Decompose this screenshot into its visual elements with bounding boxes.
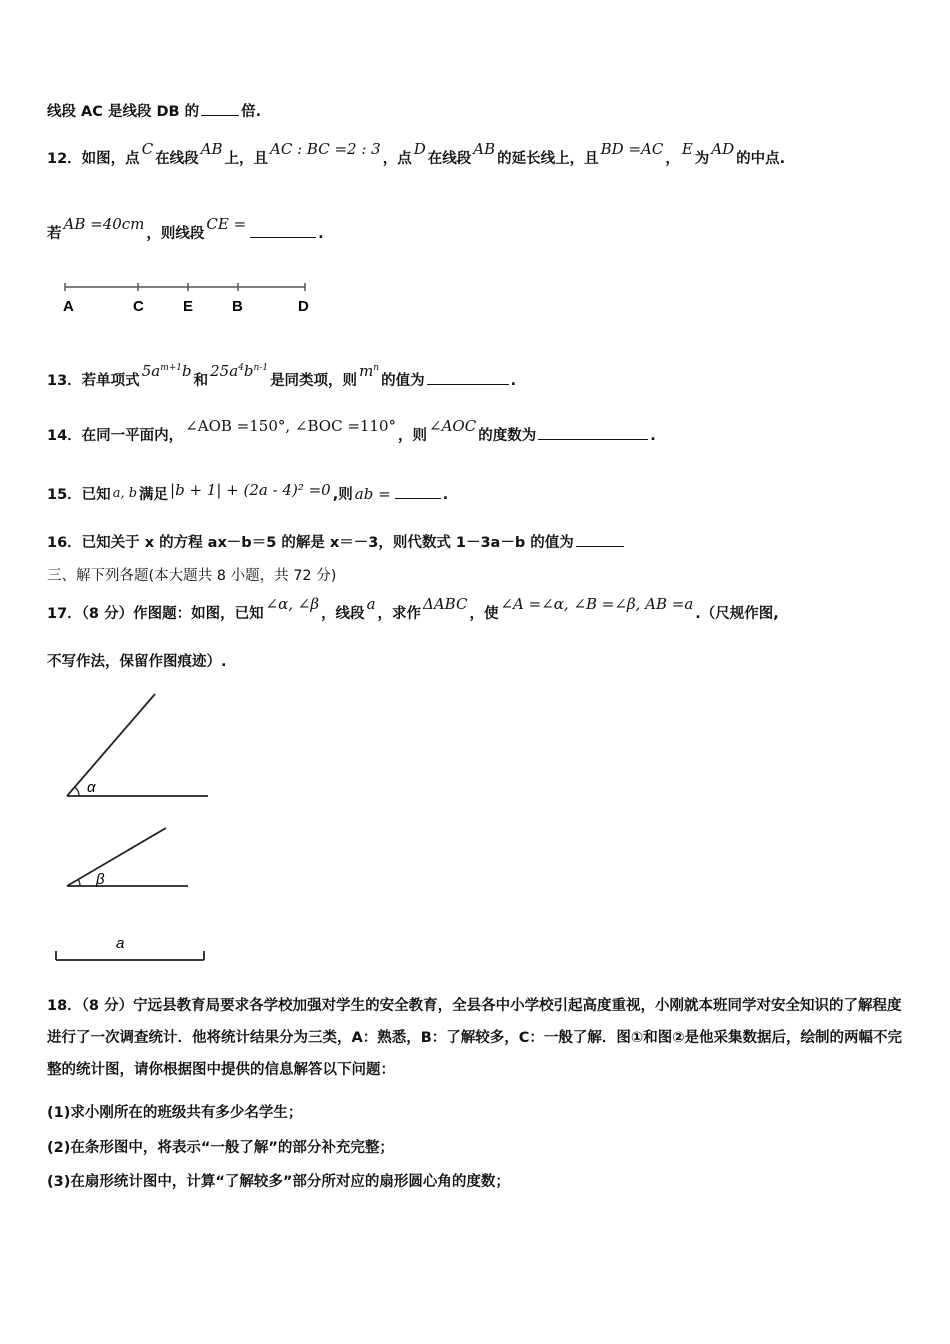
point-label-b: B: [232, 298, 243, 315]
monomial-2: $25a^4b^{n-1}$: [210, 362, 269, 380]
point-label-e: E: [183, 298, 194, 315]
q13-text: 的值为: [381, 373, 425, 389]
q13-text: 是同类项，则: [270, 373, 358, 389]
segment-figure-12: [55, 278, 335, 318]
question-16: [47, 532, 626, 553]
question-13: [47, 362, 517, 391]
math-angle-aoc: ∠AOC: [429, 417, 477, 435]
q15-end: .: [442, 487, 449, 503]
q14-text: ，则: [398, 428, 428, 444]
q12-text: 为: [694, 151, 710, 167]
math-triangle: ΔABC: [423, 595, 468, 613]
q17-text: ，求作: [377, 606, 422, 622]
beta-label: β: [96, 871, 105, 888]
section-heading: 三、解下列各题(本大题共 8 小题，共 72 分): [47, 568, 337, 584]
q11-tail: [47, 101, 261, 122]
q13-text: 和: [193, 373, 209, 389]
q12-text: 在线段: [155, 151, 199, 167]
q11-text: 线段 AC 是线段 DB 的: [47, 104, 200, 120]
q17-text: .（尺规作图,: [695, 606, 779, 622]
q17-text: ，线段: [321, 606, 365, 622]
math-ab-40cm: AB =40cm: [63, 215, 145, 233]
q12-text: 的延长线上，且: [497, 151, 599, 167]
q12-number: 12．如图，点: [47, 151, 140, 167]
q18-subquestion-1: (1)求小刚所在的班级共有多少名学生；: [47, 1105, 303, 1121]
question-18: 18．（8 分）宁远县教育局要求各学校加强对学生的安全教育，全县各中小学校引起高度重视，小刚就本班同学对安全知识的了解程度进行了一次调查统计．他将统计结果分为三类，A：熟悉，B：了解较多，C：一般了解．图①和图②是他采集数据后，绘制的两幅不完整的统计图，请你根据图中提供的信息解答以下问题：: [47, 998, 902, 1078]
q18-subquestion-3: (3)在扇形统计图中，计算“了解较多”部分所对应的扇形圆心角的度数；: [47, 1174, 510, 1190]
math-ad: AD: [711, 140, 735, 158]
segment-a-figure: [48, 930, 218, 970]
math-ce: CE =: [206, 215, 247, 233]
math-a: a: [366, 595, 376, 613]
q13-end: .: [510, 373, 517, 389]
q15-text: 15．已知: [47, 487, 111, 503]
q18-subquestion-2: (2)在条形图中，将表示“一般了解”的部分补充完整；: [47, 1140, 394, 1156]
math-d: D: [413, 140, 426, 158]
answer-blank[interactable]: [427, 370, 509, 385]
q15-text: ,则: [332, 487, 353, 503]
question-12-line2: [47, 215, 324, 244]
question-12: [47, 140, 786, 169]
answer-blank[interactable]: [576, 532, 624, 547]
question-17: [47, 595, 779, 624]
q17-text: ，使: [469, 606, 499, 622]
math-equation: |b + 1| + (2a - 4)² =0: [170, 481, 331, 499]
angle-alpha-figure: [55, 690, 225, 810]
monomial-1: $5a^{m+1}b$: [141, 362, 192, 380]
angle-beta-figure: [55, 822, 205, 897]
q11-end: 倍.: [241, 104, 262, 120]
math-ab: AB: [473, 140, 496, 158]
q14-text: 的度数为: [478, 428, 537, 444]
q12-end: .: [318, 226, 324, 242]
math-ab: ab =: [354, 485, 391, 503]
math-m-power-n: $m^n$: [359, 362, 380, 380]
point-label-c: C: [133, 298, 144, 315]
q13-text: 13．若单项式: [47, 373, 140, 389]
q14-text: 14．在同一平面内，: [47, 428, 184, 444]
q12-text: ，: [665, 151, 680, 167]
q16-text: 16．已知关于 x 的方程 ax－b＝5 的解是 x＝－3，则代数式 1－3a－b 的值为: [47, 535, 574, 551]
q12-text: ，则线段: [146, 226, 205, 242]
point-label-a: A: [63, 298, 74, 315]
question-17-line2: 不写作法，保留作图痕迹）.: [47, 654, 227, 670]
math-e: E: [681, 140, 693, 158]
math-condition: ∠A =∠α, ∠B =∠β, AB =a: [500, 595, 694, 613]
math-c: C: [141, 140, 154, 158]
q12-text: 的中点.: [736, 151, 786, 167]
q12-text: 若: [47, 226, 62, 242]
math-bd-ac: BD =AC: [600, 140, 664, 158]
math-angles: ∠α, ∠β: [265, 595, 320, 613]
math-angles: ∠AOB =150°, ∠BOC =110°: [185, 417, 397, 435]
math-vars: a, b: [112, 486, 138, 501]
point-label-d: D: [298, 298, 309, 315]
segment-a-label: a: [116, 935, 125, 952]
math-ratio: AC : BC =2 : 3: [270, 140, 381, 158]
answer-blank[interactable]: [395, 484, 441, 499]
q12-text: 上，且: [224, 151, 269, 167]
q12-text: 在线段: [427, 151, 472, 167]
q17-text: 17．（8 分）作图题：如图，已知: [47, 606, 264, 622]
answer-blank[interactable]: [201, 101, 239, 116]
answer-blank[interactable]: [250, 223, 316, 238]
question-14: [47, 417, 656, 446]
answer-blank[interactable]: [538, 425, 648, 440]
math-ab: AB: [200, 140, 223, 158]
alpha-label: α: [87, 779, 96, 796]
q12-text: ，点: [382, 151, 412, 167]
q14-end: .: [650, 428, 656, 444]
question-15: [47, 481, 449, 506]
q15-text: 满足: [139, 487, 169, 503]
